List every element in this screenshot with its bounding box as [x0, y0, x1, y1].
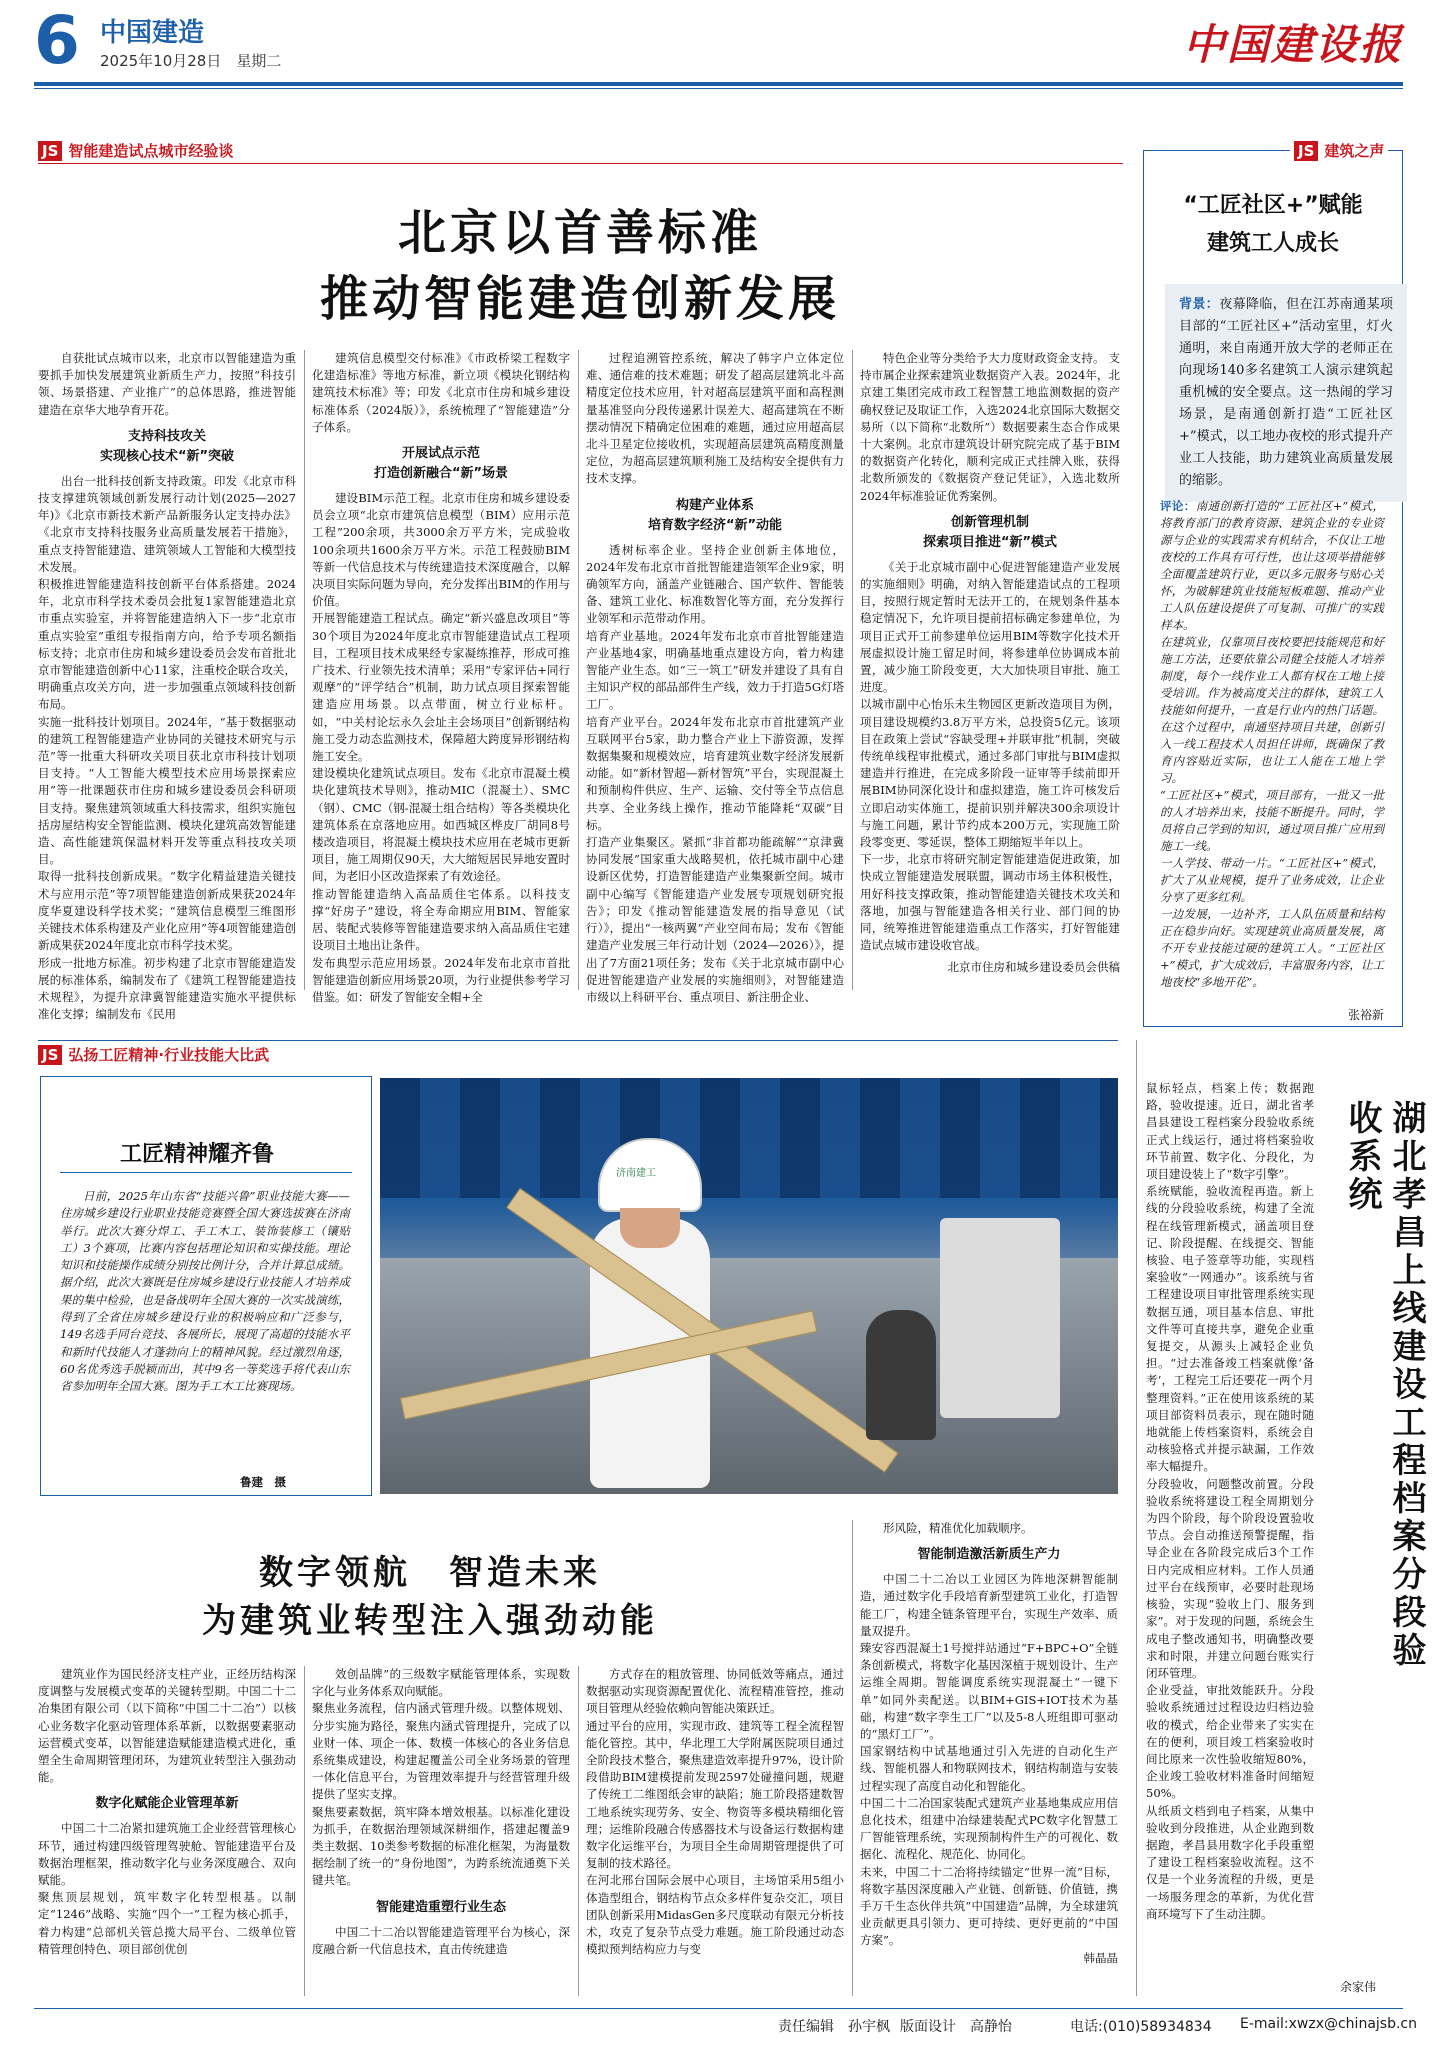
col-divider: [304, 1666, 305, 1996]
lead-subhead-3: 构建产业体系 培育数字经济“新”动能: [647, 497, 783, 533]
background-label: 背景：: [1179, 297, 1220, 312]
vertical-article-title: 湖北孝昌上线建设工程档案分段验收系统: [1342, 1100, 1426, 1670]
col-divider: [578, 1666, 579, 1996]
helmet-label: 济南建工: [616, 1168, 656, 1179]
js-badge: JS: [38, 141, 62, 161]
col-divider: [852, 1520, 853, 1996]
background-person: [866, 1310, 936, 1440]
background-text: 夜幕降临，但在江苏南通某项目部的“工匠社区+”活动室里，灯火通明，来自南通开放大学的老师正在向现场140多名建筑工人演示建筑起重机械的安全要点。这一热闹的学习场景，是南通创新打造“工匠社区+”模式，以工地办夜校的形式提升产业工人技能，助力建筑业高质量发展的缩影。: [1179, 297, 1393, 488]
lead-col-1: [38, 350, 296, 1022]
col-divider: [1136, 1040, 1137, 1996]
col-divider: [852, 350, 853, 990]
lead-col3-body: 透树标率企业。坚持企业创新主体地位，2024年发布北京市首批智能建造领军企业9家，明确领军方向，涵盖产业链融合、国产软件、智能装备、建筑工业化、标准数智化等方面，充分发挥行业领军和示范带动作用。 培育产业基地。2024年发布北京市首批智能建造产业基地4家，明确基地重点建设方向，着力构建智能产业生态。如“三一筑工”研发并建设了具有自主知识产权的部品部件生产线，效力于打造5G灯塔工厂。 培育产业平台。2024年发布北京市首批建筑产业互联网平台5家，助力整合产业上下游资源，发挥数据集聚和规模效应，培育建筑业数字经济发展新动能。如“新材智超—新材智筑”平台，实现混凝土和预制构件供应、生产、运输、交付等全节点信息共享、全业务线上操作，推动节能降耗“双碳”目标。 打造产业集聚区。紧抓“非首都功能疏解”“京津冀协同发展”国家重大战略契机，依托城市副中心建设新区优势，打造智能建造产业集聚新空间。城市副中心编写《智能建造产业发展专项规划研究报告》；印发《推动智能建造发展的指导意见（试行）》，提出“一核两翼”产业空间布局；发布《智能建造产业发展三年行动计划（2024—2026）》，提出了7方面21项任务；发布《关于北京城市副中心促进智能建造产业发展的实施细则》，对智能建造市级以上科研平台、重点项目、新注册企业、: [586, 542, 845, 1004]
lead-subhead-2: 开展试点示范 打造创新融合“新”场景: [373, 446, 509, 482]
lead-col2-body: 建设BIM示范工程。北京市住房和城乡建设委员会立项“北京市建筑信息模型（BIM）应用示范工程”200余项，共3000余万平方米，完成验收100余项共1600余万平方米。示范工程鼓励BIM等新一代信息技术与传统建造技术深度融合，以解决项目实际问题为导向，充分发挥出BIM的作用与价值。 开展智能建造工程试点。确定“新兴盛息改项目”等30个项目为2024年度北京市智能建造试点工程项目，工程项目技术成果经专家凝练推荐，形成可推广技术、行业领先技术清单；采用“专家评估+同行观摩”的“评学结合”机制，助力试点项目探索智能建造应用场景。以点带面，树立行业标杆。如，“中关村论坛永久会址主会场项目”创新钢结构施工受力动态监测技术，保障超大跨度异形钢结构施工安全。 建设模块化建筑试点项目。发布《北京市混凝土模块化建筑技术导则》，推动MIC（混凝土）、SMC（钢）、CMC（钢-混凝土组合结构）等各类模块化建筑体系在京落地应用。如西城区桦皮厂胡同8号楼改造项目，将混凝土模块技术应用在老城市更新项目，施工周期仅90天，大大缩短居民异地安置时间，为老旧小区改造探索了有效途径。 推动智能建造纳入高品质住宅体系。以科技支撑“好房子”建设，将全寿命期应用BIM、智能家居、装配式装修等智能建造要求纳入高品质住宅建设项目土地出让条件。 发布典型示范应用场景。2024年发布北京市首批智能建造创新应用场景20项，为行业提供参考学习借鉴。如：研发了智能安全帽+全: [312, 491, 570, 1004]
craft-title: 工匠精神耀齐鲁: [120, 1142, 275, 1167]
lead-column-head: [38, 140, 233, 161]
craft-body: 日前，2025年山东省“技能兴鲁”职业技能大赛——住房城乡建设行业职业技能竞赛暨全国大赛选拔赛在济南举行。此次大赛分焊工、手工木工、装饰装修工（镶贴工）3个赛项，比赛内容包括理论知识和实操技能。理论知识和技能操作成绩分别按比例计分，合并计算总成绩。据介绍，此次大赛既是住房城乡建设行业技能人才培养成果的集中检验，也是备战明年全国大赛的一次实战演练，得到了全省住房城乡建设行业的积极响应和广泛参与，149名选手同台竞技、各展所长，展现了高超的技能水平和新时代技能人才蓬勃向上的精神风貌。经过激烈角逐，60名优秀选手脱颖而出，其中9名一等奖选手将代表山东省参加明年全国大赛。图为手工木工比赛现场。: [60, 1189, 350, 1394]
bottom-col2-body2: 中国二十二冶以智能建造管理平台为核心，深度融合新一代信息技术，直击传统建造: [312, 1924, 570, 1956]
top-rule-thin: [34, 88, 1403, 89]
lead-title-line2: 推动智能建造创新发展: [319, 271, 840, 327]
vertical-article-author: 余家伟: [1340, 1980, 1377, 1994]
js-badge: JS: [38, 1045, 62, 1065]
footer-email: E-mail:xwzx@chinajsb.cn: [1240, 2016, 1417, 2032]
craft-top-rule: [38, 1040, 1118, 1041]
section-name: 中国建造: [100, 18, 205, 48]
lead-col-2: [312, 350, 570, 1004]
issue-date: 2025年10月28日 星期二: [100, 52, 282, 70]
background-machine: [940, 1218, 1060, 1418]
top-rule: [34, 82, 1403, 86]
voice-column-head: [1290, 140, 1388, 161]
lead-col2-top: 建筑信息模型交付标准》《市政桥梁工程数字化建造标准》等地方标准，新立项《模块化钢结构建筑技术标准》等；印发《北京市住房和城乡建设标准体系（2024版）》，系统梳理了“智能建造”分子体系。: [312, 351, 570, 434]
bottom-subhead-2: 智能建造重塑行业生态: [375, 1899, 506, 1915]
bottom-subhead-4: 智能制造激活新质生产力: [917, 1547, 1061, 1563]
bottom-col-3: [586, 1666, 844, 1996]
craft-column-name: 弘扬工匠精神·行业技能大比武: [68, 1046, 270, 1064]
voice-comment: [1160, 498, 1384, 998]
bottom-title-line2: 为建筑业转型注入强劲动能: [202, 1601, 658, 1641]
lead-column-name: 智能建造试点城市经验谈: [68, 142, 234, 160]
footer-editor: 责任编辑 孙宇枫: [778, 2019, 890, 2035]
page-number: 6: [34, 2, 80, 79]
craft-column-head: [38, 1044, 269, 1065]
comment-label: 评论：: [1160, 499, 1196, 513]
voice-author: 张裕新: [1347, 1008, 1384, 1022]
factory-ceiling: [380, 1078, 1118, 1198]
masthead-logo: 中国建设报: [1182, 20, 1403, 69]
lead-col4-top: 特色企业等分类给予大力度财政资金支持。 支持市属企业探索建筑业数据资产入表。2024年，北京建工集团完成市政工程智慧工地监测数据的资产确权登记及取证工作，入选2024北京国际大数据交易所（以下简称“北数所”）数据要素生态合作成果十大案例。北京市建筑设计研究院完成了基于BIM的数据资产化转化，顺利完成正式挂牌入账，获得北数所颁发的《数据资产登记凭证》，入选北数所2024年标准验证优秀案例。: [860, 351, 1120, 503]
bottom-author: 韩晶晶: [1083, 1950, 1118, 1965]
bottom-title-line1: 数字领航 智造未来: [259, 1553, 601, 1593]
worker-face: [620, 1208, 680, 1248]
lead-col3-top: 过程追溯管控系统，解决了韩字户立体定位难、通信难的技术难题；研发了超高层建筑北斗高精度定位技术应用，针对超高层建筑平面和高程测量基准竖向分段传递累计误差大、超高建筑在不断摆动情况下精确定位困难的难题，通过应用超高层北斗卫星定位接收机，实现超高层建筑高精度测量定位，为超高层建筑顺利施工及结构安全提供有力技术支撑。: [586, 351, 844, 486]
lead-col1-body: 出台一批科技创新支持政策。印发《北京市科技支撑建筑领域创新发展行动计划(2025—2027年)》《北京市新技术新产品新服务认定支持办法》《北京市支持科技服务业高质量发展若干措施》，重点支持智能建造、建筑领域人工智能和大模型技术发展。 积极推进智能建造科技创新平台体系搭建。2024年，北京市科学技术委员会批复1家智能建造北京市重点实验室，并将智能建造纳入下一步“北京市重点实验室”重组专报指南方向，给予专项名额指标支持；北京市住房和城乡建设委员会发布首批北京市智能建造创新中心11家，注重校企联合攻关，明确重点攻关方向，进一步加强重点领域科技创新布局。 实施一批科技计划项目。2024年，“基于数据驱动的建筑工程智能建造产业协同的关键技术研究与示范”等一批重大科研攻关项目获北京市科技计划项目支持。“人工智能大模型技术应用场景探索应用”等一批课题获市住房和城乡建设委员会科研项目支持。聚焦建筑领域重大科技需求，组织实施包括房屋结构安全智能监测、模块化建筑高效智能建造、高性能建筑保温材料开发等重点科技攻关项目。 取得一批科技创新成果。“数字化精益建造关键技术与应用示范”等7项智能建造创新成果获2024年度华夏建设科学技术奖；“建筑信息模型三维图形关键技术体系构建及产业化应用”等4项智能建造创新成果获2024年度北京市科学技术奖。 形成一批地方标准。初步构建了北京市智能建造发展的标准体系，编制发布了《建筑工程智能建造技术规程》，为提升京津冀智能建造实施水平提供标准化支撑；编制发布《民用: [38, 473, 296, 1022]
craft-title-rule: [60, 1172, 352, 1173]
bottom-col4-body: 中国二十二冶以工业园区为阵地深耕智能制造，通过数字化手段培育新型建筑工业化，打造智能工厂，构建全链条管理平台，实现生产效率、质量双提升。 臻安容西混凝土1号搅拌站通过“F+BPC+O”全链条创新模式，将数字化基因深植于规划设计、生产运维全周期。智能调度系统实现混凝土“一键下单”如同外卖配送。以BIM+GIS+IOT技术为基础，构建“数字孪生工厂”以及5-8人班组即可驱动的“黑灯工厂”。 国家钢结构中试基地通过引入先进的自动化生产线、智能机器人和物联网技术，钢结构制造与安装过程实现了高度自动化和智能化。 中国二十二冶国家装配式建筑产业基地集成应用信息化技术，组建中冶绿建装配式PC数字化智慧工厂智能管理系统，实现预制构件生产的可视化、数据化、流程化、规范化、协同化。 未来，中国二十二冶将持续锚定“世界一流”目标，将数字基因深度融入产业链、创新链、价值链，携手万千生态伙伴共筑“中国建造”品牌，为全球建筑业贡献更具引领力、更可持续、更好更前的“中国方案”。: [860, 1572, 1118, 1948]
voice-title-line1: “工匠社区+”赋能: [1183, 193, 1363, 218]
bottom-col-2: [312, 1666, 570, 1996]
lead-col-3: [586, 350, 845, 1004]
voice-background-block: [1165, 284, 1407, 502]
lead-source: 北京市住房和城乡建设委员会供稿: [947, 959, 1120, 974]
col-divider: [304, 350, 305, 990]
lead-intro: 自获批试点城市以来，北京市以智能建造为重要抓手加快发展建筑业新质生产力，按照“科技引领、场景搭建、产业推广”的总体思路，推进智能建造在京华大地孕育开花。: [38, 351, 296, 417]
bottom-subhead-1: 数字化赋能企业管理革新: [95, 1796, 239, 1812]
lead-col-4: [860, 350, 1120, 990]
photo-credit: 鲁建 摄: [240, 1475, 286, 1489]
js-badge: JS: [1294, 141, 1318, 161]
comment-text: 南通创新打造的“工匠社区+”模式，将教育部门的教育资源、建筑企业的专业资源与企业的实践需求有机结合，不仅让工地夜校的工作具有可行性，也让这项举措能够全面覆盖建筑行业，更以多元服务与贴心关怀，为破解建筑业技能短板难题、推动产业工人队伍建设提供了可复制、可推广的实践样本。 在建筑业，仅靠项目夜校要把技能规范和好施工方法，还要依靠公司健全技能人才培养制度，每个一线作业工人都有权在工地上接受培训。作为被高度关注的群体，建筑工人技能如何提升，一直是行业内的热门话题。在这个过程中，南通坚持项目共建，创新引入一线工程技术人员担任讲师，既确保了教育内容贴近实际，也让工人能在工地上学习。 “工匠社区+”模式，项目部有，一批又一批的人才培养出来，技能不断提升。同时，学员将自己学到的知识，通过项目推广应用到施工一线。 一人学技、带动一片。“工匠社区+”模式，扩大了从业规模，提升了业务成效，让企业分享了更多红利。 一边发展，一边补齐，工人队伍质量和结构正在稳步向好。实现建筑业高质量发展，离不开专业技能过硬的建筑工人。“工匠社区+”模式，扩大成效后，丰富服务内容，让工地夜校“多地开花”。: [1160, 499, 1384, 989]
bottom-col-1: [38, 1666, 296, 1996]
bottom-col-4: [860, 1520, 1118, 1996]
voice-column-name: 建筑之声: [1324, 142, 1385, 160]
bottom-col3-body: 方式存在的粗放管理、协同低效等痛点，通过数据驱动实现资源配置优化、流程精准管控，推动项目管理从经验依赖向智能决策跃迁。 通过平台的应用，实现市政、建筑等工程全流程智能化管控。其中，华北理工大学附属医院项目通过全阶段技术整合，聚焦建造效率提升97%，设计阶段借助BIM建模提前发现2597处碰撞问题，规避了传统工二维图纸会审的缺陷；施工阶段搭建数智工地系统实现劳务、安全、物资等多模块精细化管理；运维阶段融合传感器技术与设备运行数据构建数字化运维平台，为项目全生命周期管理提供了可复制的技术路径。 在河北邢台国际会展中心项目，主场馆采用5组小体造型组合，钢结构节点众多样件复杂交汇，项目团队创新采用MidasGen多尺度联动有限元分析技术，攻克了复杂节点受力难题。施工阶段通过动态模拟预判结构应力与变: [586, 1667, 844, 1957]
lead-column-rule: [38, 163, 1123, 164]
bottom-col1-body: 中国二十二冶紧扣建筑施工企业经营管理核心环节，通过构建四级管理驾驶舱、智能建造平台及数据治理框架，推动数字化与业务深度融合、双向赋能。 聚焦顶层规划，筑牢数字化转型根基。以制定“1246”战略、实施“四个一”工程为核心抓手，着力构建“总部机关管总揽大局平台、二级单位管精管理创特色、项目部创优创: [38, 1821, 296, 1956]
bottom-col2-body: 效创品牌”的三级数字赋能管理体系，实现数字化与业务体系双向赋能。 聚焦业务流程，信内涵式管理升级。以整体规划、分步实施为路径，聚焦内涵式管理提升，完成了以业财一体、项企一体、数模一体核心的各业务信息系统集成建设，构建起覆盖公司全业务场景的管理一体化信息平台，为管理效率提升与经营管理升级提供了坚实支撑。 聚焦要素数据，筑牢降本增效根基。以标准化建设为抓手，在数据治理领域深耕细作，搭建起覆盖9类主数据、10类参考数据的标准化框架，为海量数据绘制了统一的“身份地图”，为跨系统流通奠下关键共笔。: [312, 1667, 570, 1888]
competition-photo: [380, 1078, 1118, 1494]
lead-subhead-1: 支持科技攻关 实现核心技术“新”突破: [99, 428, 235, 464]
footer-rule: [34, 2008, 1403, 2009]
bottom-intro: 建筑业作为国民经济支柱产业，正经历结构深度调整与发展模式变革的关键转型期。中国二十二冶集团有限公司（以下简称“中国二十二冶”）以核心业务数字化驱动管理体系革新，以数据要素驱动运营模式变革，以智能建造赋能建造模式进化，重塑全生命周期管理闭环，为建筑业转型注入强劲动能。: [38, 1667, 296, 1785]
footer-designer: 版面设计 高静怡: [900, 2019, 1012, 2035]
vertical-article-body: 鼠标轻点，档案上传；数据跑路，验收提速。近日，湖北省孝昌县建设工程档案分段验收系统正式上线运行，通过将档案验收环节前置、数字化、分段化，为项目建设装上了“数字引擎”。 系统赋能，验收流程再造。新上线的分段验收系统，构建了全流程在线管理新模式，涵盖项目登记、阶段提醒、在线提交、智能核验、电子签章等功能，实现档案验收“一网通办”。该系统与省工程建设项目审批管理系统实现数据互通，项目基本信息、审批文件等可直接共享，避免企业重复提交，从源头上减轻企业负担。“过去准备竣工档案就像‘备考’，工程完工后还要花一两个月整理资料。”正在使用该系统的某项目部资料员表示，现在随时随地就能上传档案资料，系统会自动核验格式并提示缺漏，工作效率大幅提升。 分段验收，问题整改前置。分段验收系统将建设工程全周期划分为四个阶段，每个阶段设置验收节点。会自动推送预警提醒，指导企业在各阶段完成后3个工作日内完成相应材料。工作人员通过平台在线预审，必要时赴现场核验，实现“验收上门、服务到家”。对于发现的问题，系统会生成电子整改通知书，明确整改要求和时限，并建立问题台账实行闭环管理。 企业受益，审批效能跃升。分段验收系统通过过程设边归档边验收的模式，给企业带来了实实在在的便利，项目竣工档案验收时间比原来一次性验收缩短80%，企业竣工验收材料准备时间缩短50%。 从纸质文档到电子档案，从集中验收到分段推进，从企业跑到数据跑，孝昌县用数字化手段重塑了建设工程档案验收流程。这不仅是一个业务流程的升级，更是一场服务理念的革新，为优化营商环境写下了生动注脚。: [1146, 1081, 1314, 1921]
lead-title-line1: 北京以首善标准: [397, 205, 762, 261]
col-divider: [578, 350, 579, 990]
lead-col4-body: 《关于北京城市副中心促进智能建造产业发展的实施细则》明确，对纳入智能建造试点的工程项目，按照行规定暂时无法开工的，在规划条件基本稳定情况下，允许项目提前招标确定参建单位，为项目正式开工前参建单位运用BIM等数字化技术开展虚拟设计施工留足时间，将参建单位协调成本前置，减少施工阶段变更，大大加快项目审批、施工进度。 以城市副中心怡乐未生物园区更新改造项目为例，项目建设规模约3.8万平方米，总投资5亿元。该项目在政策上尝试“容缺受理+并联审批”机制，突破传统单线程审批模式，通过多部门审批与BIM虚拟建造并行推进，在完成多阶段一证审等手续前即开展BIM协同深化设计和虚拟建造，施工许可核发后立即启动实体施工，提前识别并解决300余项设计与施工问题，累计节约成本200万元，实现施工阶段零变更、零延误，整体工期缩短半年以上。 下一步，北京市将研究制定智能建造促进政策，加快成立智能建造发展联盟，调动市场主体积极性，用好科技支撑政策，推动智能建造关键技术攻关和落地，加强与智能建造各相关行业、部门间的协同，统筹推进智能建造重点工作落实，打好智能建造试点城市建设收官战。: [860, 559, 1120, 953]
footer-phone: 电话:(010)58934834: [1070, 2019, 1212, 2035]
lead-subhead-4: 创新管理机制 探索项目推进“新”模式: [922, 514, 1058, 550]
bottom-col4-top: 形风险，精准优化加载顺序。: [883, 1521, 1033, 1535]
voice-title-line2: 建筑工人成长: [1206, 231, 1339, 256]
